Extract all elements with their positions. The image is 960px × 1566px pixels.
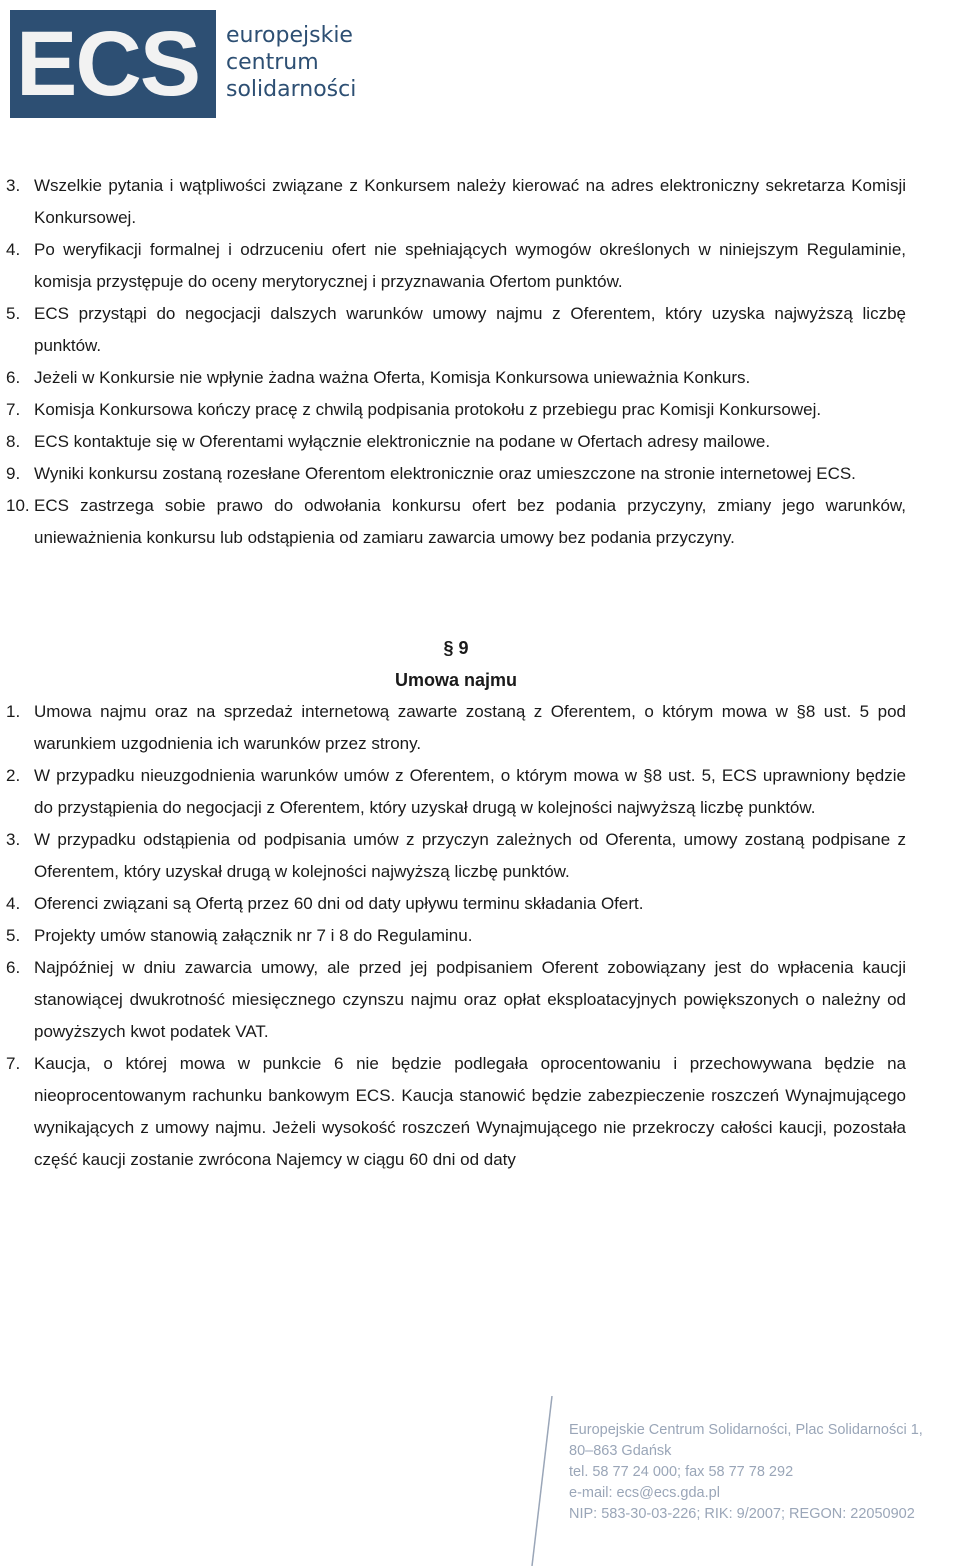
section-title: Umowa najmu xyxy=(394,670,518,690)
logo-line: centrum xyxy=(226,50,319,75)
logo-letters: ECS xyxy=(16,13,200,115)
item-number: 7. xyxy=(6,400,21,419)
logo-wordmark xyxy=(226,22,356,103)
ecs-logo xyxy=(10,10,370,120)
list-item xyxy=(0,1048,906,1176)
item-text: Oferenci związani są Ofertą przez 60 dni od daty upływu terminu składania Ofert. xyxy=(34,894,644,913)
item-number: 6. xyxy=(6,368,21,387)
item-text: Wyniki konkursu zostaną rozesłane Oferentom elektronicznie oraz umieszczone na stronie internetowej ECS. xyxy=(34,464,856,483)
footer-contact xyxy=(569,1420,959,1525)
item-text: Po weryfikacji formalnej i odrzuceniu ofert nie spełniających wymogów określonych w niniejszym Regulaminie, komisja przystępuje do oceny merytorycznej i przyznawania Ofertom punktów. xyxy=(34,240,906,291)
footer-phone: tel. 58 77 24 000; fax 58 77 78 292 xyxy=(569,1464,794,1480)
item-number: 4. xyxy=(6,894,21,913)
item-number: 3. xyxy=(6,176,21,195)
section-number: § 9 xyxy=(443,638,469,658)
footer-registry: NIP: 583-30-03-226; RIK: 9/2007; REGON: 22050902 xyxy=(569,1506,915,1522)
item-text: ECS zastrzega sobie prawo do odwołania konkursu ofert bez podania przyczyny, zmiany jego warunków, unieważnienia konkursu lub odstąpienia od zamiaru zawarcia umowy bez podania przyczyny. xyxy=(34,496,906,547)
item-number: 5. xyxy=(6,304,21,323)
logo-line: europejskie xyxy=(226,23,353,48)
logo-line: solidarności xyxy=(226,77,357,102)
logo-mark xyxy=(10,10,216,118)
item-number: 2. xyxy=(6,766,21,785)
item-text: Wszelkie pytania i wątpliwości związane z Konkursem należy kierować na adres elektroniczny sekretarza Komisji Konkursowej. xyxy=(34,176,906,227)
item-text: Projekty umów stanowią załącznik nr 7 i 8 do Regulaminu. xyxy=(34,926,473,945)
item-text: W przypadku nieuzgodnienia warunków umów z Oferentem, o którym mowa w §8 ust. 5, ECS uprawniony będzie do przystąpienia do negocjacji z Oferentem, który uzyskał drugą w kolejności najwyższą liczbę punktów. xyxy=(34,766,906,817)
list-bottom xyxy=(0,696,960,1176)
list-item xyxy=(0,824,906,888)
list-item xyxy=(0,490,906,554)
item-text: ECS kontaktuje się w Oferentami wyłącznie elektronicznie na podane w Ofertach adresy mailowe. xyxy=(34,432,771,451)
item-number: 9. xyxy=(6,464,21,483)
document-body xyxy=(0,170,960,1176)
list-item xyxy=(0,170,906,234)
spacer xyxy=(0,554,960,624)
list-item xyxy=(0,920,906,952)
item-text: Umowa najmu oraz na sprzedaż internetową zawarte zostaną z Oferentem, o którym mowa w §8 ust. 5 pod warunkiem uzgodnienia ich warunków przez strony. xyxy=(34,702,906,753)
list-item xyxy=(0,696,906,760)
list-item xyxy=(0,234,906,298)
list-item xyxy=(0,426,906,458)
item-text: Kaucja, o której mowa w punkcie 6 nie będzie podlegała oprocentowaniu i przechowywana będzie na nieoprocentowanym rachunku bankowym ECS. Kaucja stanowić będzie zabezpieczenie roszczeń Wynajmującego wynikających z umowy najmu. Jeżeli wysokość roszczeń Wynajmującego nie przekroczy całości kaucji, pozostała część kaucji zostanie zwrócona Najemcy w ciągu 60 dni od daty xyxy=(34,1054,906,1169)
footer-address: Europejskie Centrum Solidarności, Plac Solidarności 1, xyxy=(569,1422,923,1438)
item-number: 10. xyxy=(6,496,30,515)
item-text: Komisja Konkursowa kończy pracę z chwilą podpisania protokołu z przebiegu prac Komisji Konkursowej. xyxy=(34,400,822,419)
item-number: 7. xyxy=(6,1054,21,1073)
list-item xyxy=(0,952,906,1048)
item-number: 1. xyxy=(6,702,21,721)
item-text: ECS przystąpi do negocjacji dalszych warunków umowy najmu z Oferentem, który uzyska najwyższą liczbę punktów. xyxy=(34,304,906,355)
list-top xyxy=(0,170,960,554)
list-item xyxy=(0,298,906,362)
list-item xyxy=(0,888,906,920)
item-number: 6. xyxy=(6,958,21,977)
list-item xyxy=(0,394,906,426)
item-number: 8. xyxy=(6,432,21,451)
item-number: 5. xyxy=(6,926,21,945)
item-number: 4. xyxy=(6,240,21,259)
item-number: 3. xyxy=(6,830,21,849)
footer-city: 80–863 Gdańsk xyxy=(569,1443,672,1459)
item-text: Jeżeli w Konkursie nie wpłynie żadna ważna Oferta, Komisja Konkursowa unieważnia Konkurs. xyxy=(34,368,751,387)
list-item xyxy=(0,362,906,394)
item-text: W przypadku odstąpienia od podpisania umów z przyczyn zależnych od Oferenta, umowy zostaną podpisane z Oferentem, który uzyskał drugą w kolejności najwyższą liczbę punktów. xyxy=(34,830,906,881)
item-text: Najpóźniej w dniu zawarcia umowy, ale przed jej podpisaniem Oferent zobowiązany jest do wpłacenia kaucji stanowiącej dwukrotność miesięcznego czynszu najmu oraz opłat eksploatacyjnych powiększonych o należny od powyższych kwot podatek VAT. xyxy=(34,958,906,1041)
list-item xyxy=(0,458,906,490)
footer-email: e-mail: ecs@ecs.gda.pl xyxy=(569,1485,720,1501)
list-item xyxy=(0,760,906,824)
